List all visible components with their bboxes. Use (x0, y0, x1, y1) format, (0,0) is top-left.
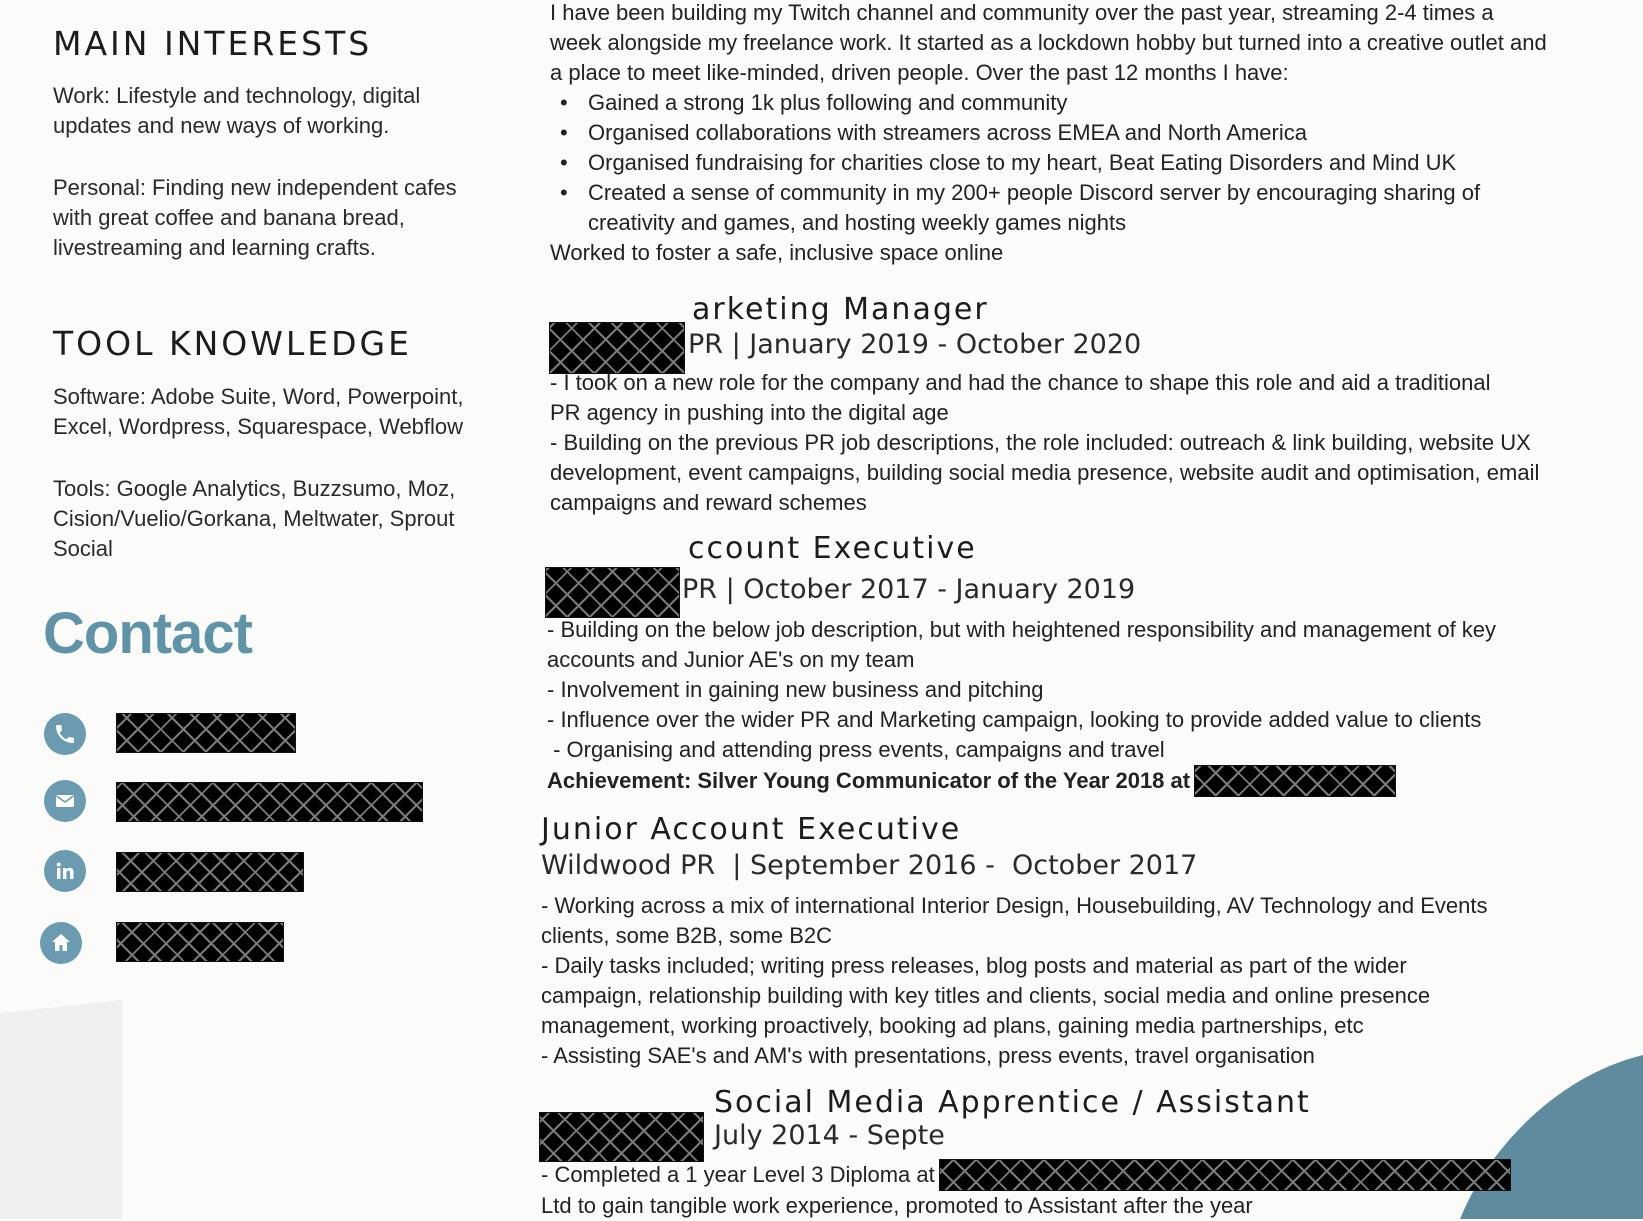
job2-company: PR | October 2017 - January 2019 (682, 574, 1136, 605)
list-item: • Organised collaborations with streamers across EMEA and North America (588, 118, 1578, 148)
job4-company-redacted (539, 1112, 704, 1162)
job2-company-redacted (545, 567, 680, 618)
job2-line: - Involvement in gaining new business and pitching (547, 677, 1044, 702)
job4-line: Ltd to gain tangible work experience, promoted to Assistant after the year (541, 1193, 1253, 1218)
linkedin-redacted (116, 852, 304, 892)
job4-diploma-redacted (939, 1159, 1511, 1191)
job1-company-redacted (549, 322, 685, 374)
job3-company: Wildwood PR | September 2016 - October 2017 (541, 850, 1198, 881)
contact-title: Contact (43, 601, 252, 666)
job4-company: July 2014 - Septe (714, 1120, 945, 1151)
list-item: • Organised fundraising for charities close to my heart, Beat Eating Disorders and Mind UK (588, 148, 1578, 178)
job2-line: - Organising and attending press events, campaigns and travel (547, 737, 1165, 762)
job4-description (541, 1159, 1541, 1221)
list-item: • Created a sense of community in my 200+ people Discord server by encouraging sharing of creativity and games, and hosting weekly games nights (588, 178, 1508, 238)
decorative-shape-left (0, 1000, 122, 1219)
job1-line: - I took on a new role for the company and had the chance to shape this role and aid a traditional PR agency in pushing into the digital age (550, 370, 1491, 425)
list-item: • Gained a strong 1k plus following and community (588, 88, 1578, 118)
twitch-outro: Worked to foster a safe, inclusive space online (550, 240, 1004, 265)
email-icon (44, 780, 86, 822)
twitch-intro: I have been building my Twitch channel and community over the past year, streaming 2-4 times a week alongside my freelance work. It started as a lockdown hobby but turned into a creative outlet and a place to meet like-minded, driven people. Over the past 12 months I have: (550, 0, 1547, 85)
job4-line-text: - Completed a 1 year Level 3 Diploma at (541, 1162, 935, 1187)
job2-title: ccount Executive (688, 531, 977, 566)
tools-software: Software: Adobe Suite, Word, Powerpoint, Excel, Wordpress, Squarespace, Webflow (53, 384, 464, 439)
job3-line: - Working across a mix of international Interior Design, Housebuilding, AV Technology and Events clients, some B2B, some B2C (541, 893, 1488, 948)
job2-line: - Influence over the wider PR and Marketing campaign, looking to provide added value to clients (547, 707, 1482, 732)
website-redacted (116, 922, 284, 962)
phone-icon (44, 713, 86, 755)
job2-description (547, 615, 1557, 797)
twitch-bullets (550, 88, 1578, 238)
tools-tools: Tools: Google Analytics, Buzzsumo, Moz, Cision/Vuelio/Gorkana, Meltwater, Sprout Social (53, 476, 456, 561)
job4-line (541, 1159, 1541, 1191)
tool-knowledge-heading: TOOL KNOWLEDGE (53, 324, 412, 363)
interests-work: Work: Lifestyle and technology, digital updates and new ways of working. (53, 83, 421, 138)
job2-line: - Building on the below job description, but with heightened responsibility and management of key accounts and Junior AE's on my team (547, 617, 1497, 672)
job3-title: Junior Account Executive (541, 812, 962, 847)
job2-achievement (547, 765, 1557, 797)
interests-personal: Personal: Finding new independent cafes with great coffee and banana bread, livestreaming and learning crafts. (53, 175, 457, 260)
job3-description (541, 891, 1541, 1071)
job3-line: - Assisting SAE's and AM's with presentations, press events, travel organisation (541, 1043, 1315, 1068)
home-icon (40, 922, 82, 964)
job1-line: - Building on the previous PR job descriptions, the role included: outreach & link building, website UX development, event campaigns, building social media presence, website audit and optimisation, email campaigns and reward schemes (550, 430, 1540, 515)
job1-company: PR | January 2019 - October 2020 (688, 329, 1142, 360)
job1-title: arketing Manager (692, 292, 989, 327)
job4-title: Social Media Apprentice / Assistant (714, 1085, 1311, 1120)
achievement-text: Achievement: Silver Young Communicator of the Year 2018 at (547, 768, 1191, 793)
linkedin-icon (44, 850, 86, 892)
phone-redacted (116, 713, 296, 753)
job3-line: - Daily tasks included; writing press releases, blog posts and material as part of the wider campaign, relationship building with key titles and clients, social media and online presence management, working proactively, booking ad plans, gaining media partnerships, etc (541, 953, 1431, 1038)
email-redacted (116, 782, 423, 822)
main-interests-heading: MAIN INTERESTS (53, 24, 373, 63)
achievement-redacted (1194, 765, 1396, 797)
job1-description (550, 368, 1550, 518)
